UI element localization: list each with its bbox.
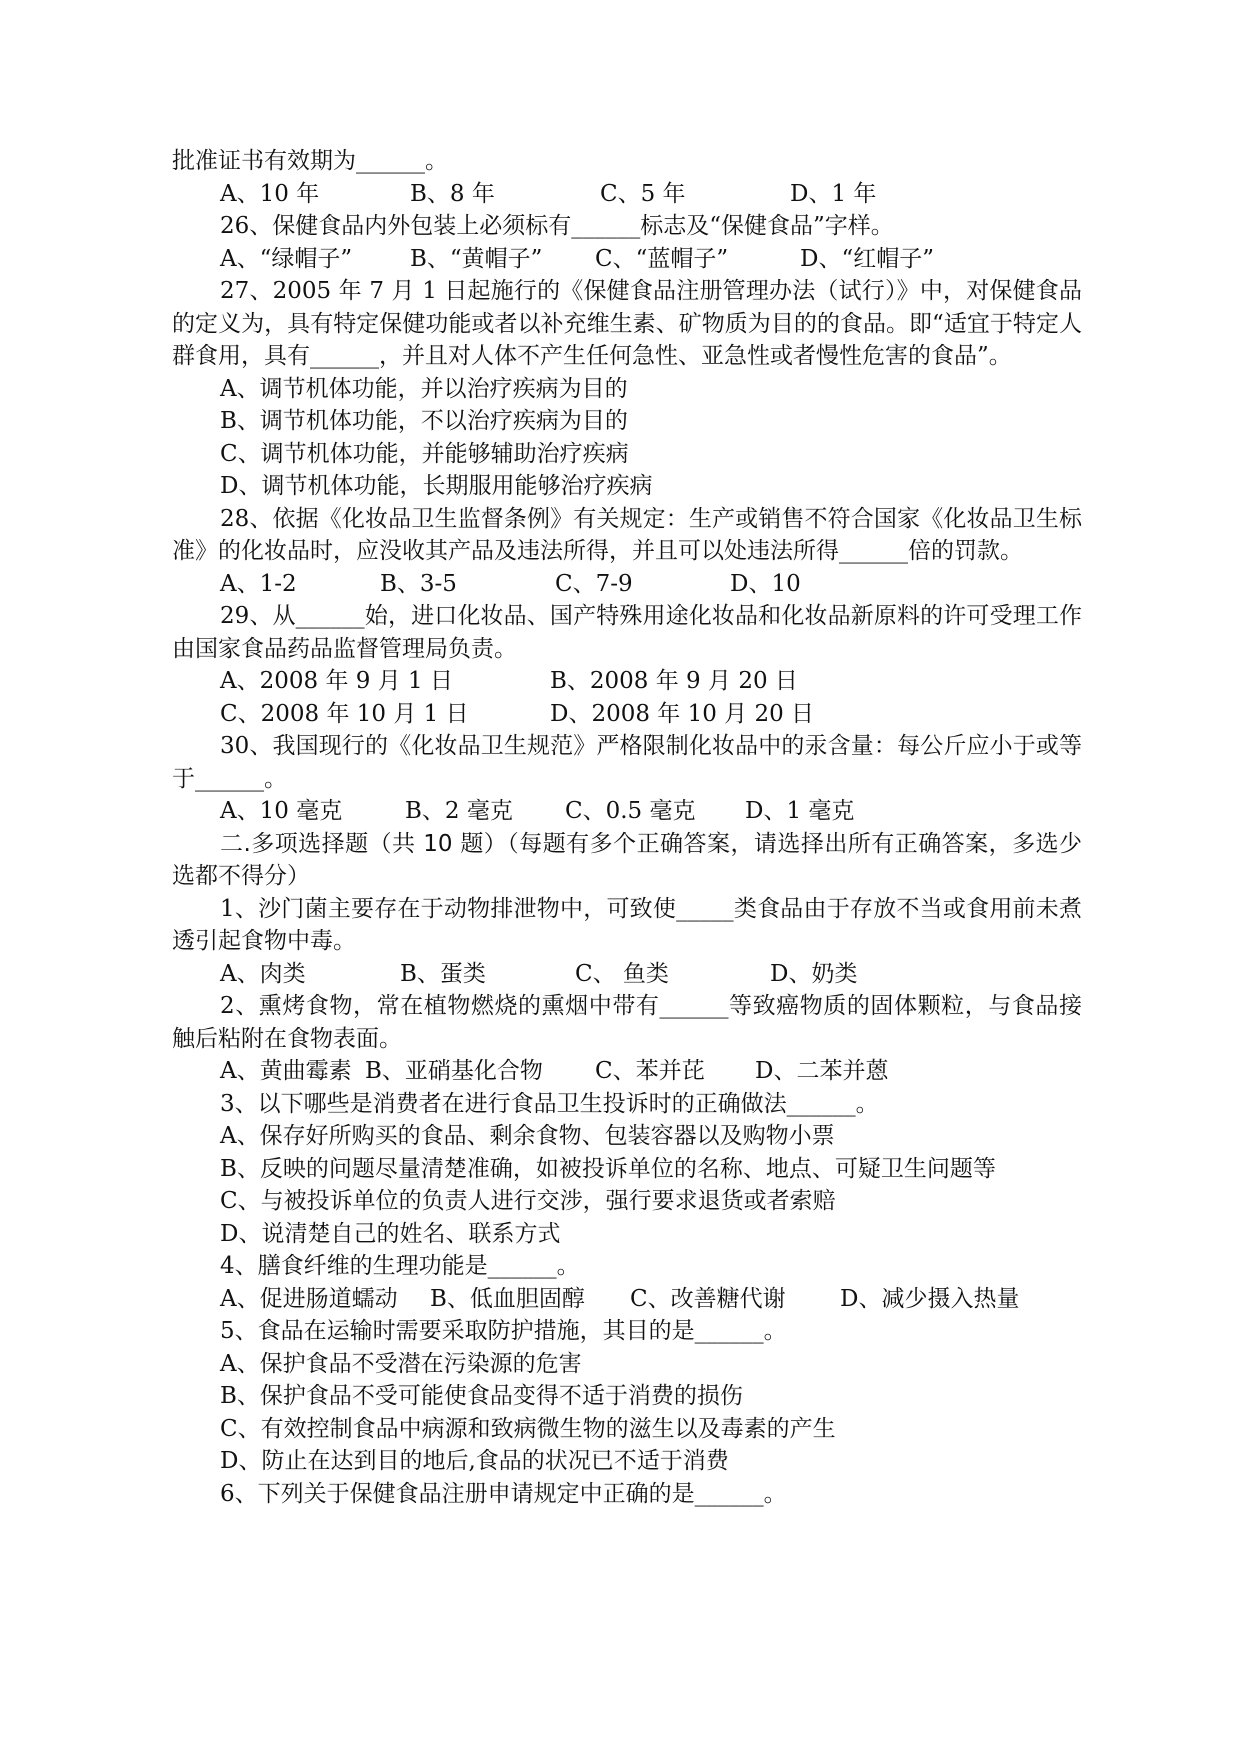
q27-option-b: B、调节机体功能，不以治疗疾病为目的: [220, 408, 628, 434]
m3-option-d: D、说清楚自己的姓名、联系方式: [220, 1220, 561, 1247]
option-c: C、2008 年 10 月 1 日: [220, 700, 469, 727]
q29-stem: 29、从______始，进口化妆品、国产特殊用途化妆品和化妆品新原料的许可受理工作由国家食品药品监督管理局负责。: [172, 603, 1082, 662]
m4-stem: 4、膳食纤维的生理功能是______。: [220, 1253, 580, 1279]
m2-options: [172, 1055, 1082, 1088]
m1-stem: 1、沙门菌主要存在于动物排泄物中，可致使_____类食品由于存放不当或食用前未煮透引起食物中毒。: [172, 895, 1082, 954]
q27-option-c: C、调节机体功能，并能够辅助治疗疾病: [220, 440, 629, 467]
option-b: B、低血胆固醇: [430, 1285, 585, 1312]
q30-options: [172, 795, 1082, 828]
q27-option-a: A、调节机体功能，并以治疗疾病为目的: [220, 375, 628, 402]
document-page: [172, 145, 1082, 1510]
q26-options: [172, 243, 1082, 276]
q26-stem: 26、保健食品内外包装上必须标有______标志及“保健食品”字样。: [220, 213, 894, 239]
option-b: B、“黄帽子”: [410, 245, 543, 272]
q29-options-row1: [172, 665, 1082, 698]
option-b: B、蛋类: [400, 960, 486, 987]
option-d: D、10: [730, 570, 801, 597]
option-a: A、黄曲霉素: [220, 1058, 352, 1084]
q30-stem: 30、我国现行的《化妆品卫生规范》严格限制化妆品中的汞含量：每公斤应小于或等于______。: [172, 733, 1082, 792]
section-2-instructions: （每题有多个正确答案，请选择出所有正确答案，多选少选都不得分）: [172, 830, 1083, 889]
option-c: C、改善糖代谢: [630, 1285, 786, 1312]
q27-option-d: D、调节机体功能，长期服用能够治疗疾病: [220, 473, 653, 499]
option-c: C、苯并芘: [595, 1058, 705, 1084]
q25-options: [172, 178, 1082, 211]
option-a: A、促进肠道蠕动: [220, 1285, 398, 1312]
option-d: D、1 年: [790, 180, 877, 207]
option-c: C、0.5 毫克: [565, 798, 696, 824]
option-d: D、“红帽子”: [800, 245, 934, 272]
option-c: C、 鱼类: [575, 960, 669, 987]
option-b: B、3-5: [380, 570, 457, 597]
option-b: B、2008 年 9 月 20 日: [550, 668, 798, 694]
q25-stem-tail: 批准证书有效期为______。: [172, 148, 448, 174]
section-2-title: 二.多项选择题（共 10 题）: [220, 830, 508, 857]
option-a: A、2008 年 9 月 1 日: [220, 668, 453, 694]
option-a: A、10 年: [220, 180, 320, 207]
option-a: A、“绿帽子”: [220, 245, 353, 272]
m5-option-a: A、保护食品不受潜在污染源的危害: [220, 1350, 582, 1377]
option-c: C、5 年: [600, 180, 686, 207]
option-a: A、1-2: [220, 570, 297, 597]
q28-stem: 28、依据《化妆品卫生监督条例》有关规定：生产或销售不符合国家《化妆品卫生标准》的化妆品时，应没收其产品及违法所得，并且可以处违法所得______倍的罚款。: [172, 505, 1082, 564]
option-c: C、7-9: [555, 570, 633, 597]
m5-stem: 5、食品在运输时需要采取防护措施，其目的是______。: [220, 1318, 787, 1344]
option-d: D、1 毫克: [745, 798, 855, 824]
m5-option-d: D、防止在达到目的地后,食品的状况已不适于消费: [220, 1448, 729, 1474]
option-a: A、10 毫克: [220, 798, 343, 824]
q28-options: [172, 568, 1082, 601]
option-b: B、8 年: [410, 180, 495, 207]
m2-stem: 2、熏烤食物，常在植物燃烧的熏烟中带有______等致癌物质的固体颗粒，与食品接触后粘附在食物表面。: [172, 993, 1082, 1052]
option-d: D、二苯并蒽: [755, 1058, 889, 1084]
m3-stem: 3、以下哪些是消费者在进行食品卫生投诉时的正确做法______。: [220, 1090, 879, 1117]
option-d: D、奶类: [770, 960, 858, 987]
q29-options-row2: [172, 698, 1082, 731]
option-b: B、2 毫克: [405, 798, 513, 824]
m3-option-c: C、与被投诉单位的负责人进行交涉，强行要求退货或者索赔: [220, 1188, 836, 1214]
option-d: D、减少摄入热量: [840, 1285, 1020, 1312]
q27-stem: 27、2005 年 7 月 1 日起施行的《保健食品注册管理办法（试行）》中，对保健食品的定义为，具有特定保健功能或者以补充维生素、矿物质为目的的食品。即“适宜于特定人群食用，具有______，并且对人体不产生任何急性、亚急性或者慢性危害的食品”。: [172, 278, 1082, 369]
section-2-heading: [172, 828, 1082, 893]
m6-stem: 6、下列关于保健食品注册申请规定中正确的是______。: [220, 1480, 787, 1507]
option-b: B、亚硝基化合物: [365, 1058, 543, 1084]
m5-option-b: B、保护食品不受可能使食品变得不适于消费的损伤: [220, 1383, 743, 1409]
option-c: C、“蓝帽子”: [595, 245, 729, 272]
m3-option-a: A、保存好所购买的食品、剩余食物、包装容器以及购物小票: [220, 1123, 835, 1149]
option-a: A、肉类: [220, 960, 306, 987]
option-d: D、2008 年 10 月 20 日: [550, 700, 815, 727]
m4-options: [172, 1283, 1082, 1316]
m5-option-c: C、有效控制食品中病源和致病微生物的滋生以及毒素的产生: [220, 1415, 836, 1442]
m3-option-b: B、反映的问题尽量清楚准确，如被投诉单位的名称、地点、可疑卫生问题等: [220, 1155, 996, 1182]
m1-options: [172, 958, 1082, 991]
